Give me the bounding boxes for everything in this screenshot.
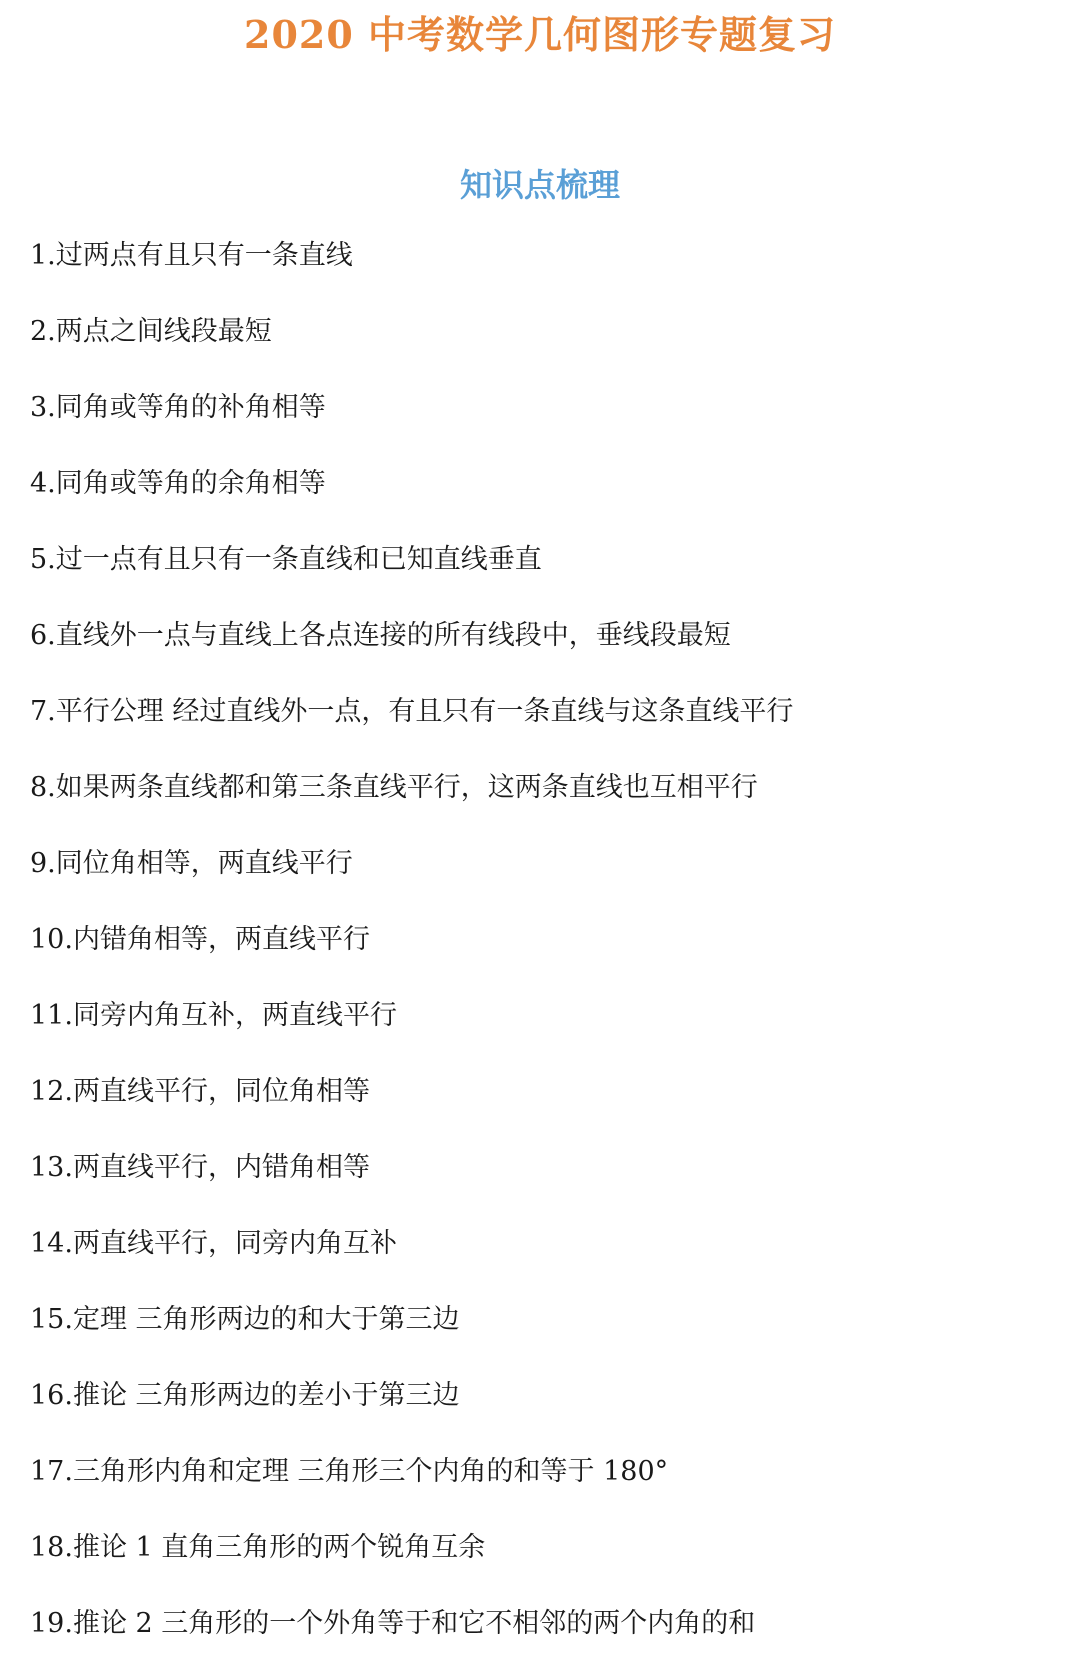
- list-item: 13.两直线平行，内错角相等: [30, 1152, 370, 1183]
- section-title: 知识点梳理: [459, 166, 620, 204]
- list-item: 12.两直线平行，同位角相等: [30, 1076, 370, 1107]
- list-item: 2.两点之间线段最短: [30, 316, 272, 347]
- list-item: 9.同位角相等，两直线平行: [30, 848, 353, 879]
- list-item: 8.如果两条直线都和第三条直线平行，这两条直线也互相平行: [30, 772, 758, 803]
- list-item: 19.推论 2 三角形的一个外角等于和它不相邻的两个内角的和: [30, 1608, 756, 1639]
- list-item: 5.过一点有且只有一条直线和已知直线垂直: [30, 544, 542, 575]
- list-item: 16.推论 三角形两边的差小于第三边: [30, 1380, 460, 1411]
- document-title: 2020 中考数学几何图形专题复习: [244, 12, 836, 57]
- list-item: 3.同角或等角的补角相等: [30, 392, 326, 423]
- list-item: 14.两直线平行，同旁内角互补: [30, 1228, 397, 1259]
- knowledge-point-list: [30, 236, 1060, 1680]
- list-item: 1.过两点有且只有一条直线: [30, 240, 353, 271]
- list-item: 15.定理 三角形两边的和大于第三边: [30, 1304, 460, 1335]
- list-item: 18.推论 1 直角三角形的两个锐角互余: [30, 1532, 486, 1563]
- list-item: 11.同旁内角互补，两直线平行: [30, 1000, 397, 1031]
- list-item: 4.同角或等角的余角相等: [30, 468, 326, 499]
- list-item: 7.平行公理 经过直线外一点，有且只有一条直线与这条直线平行: [30, 696, 794, 727]
- list-item: 10.内错角相等，两直线平行: [30, 924, 370, 955]
- list-item: 17.三角形内角和定理 三角形三个内角的和等于 180°: [30, 1456, 669, 1487]
- list-item: 6.直线外一点与直线上各点连接的所有线段中，垂线段最短: [30, 620, 731, 651]
